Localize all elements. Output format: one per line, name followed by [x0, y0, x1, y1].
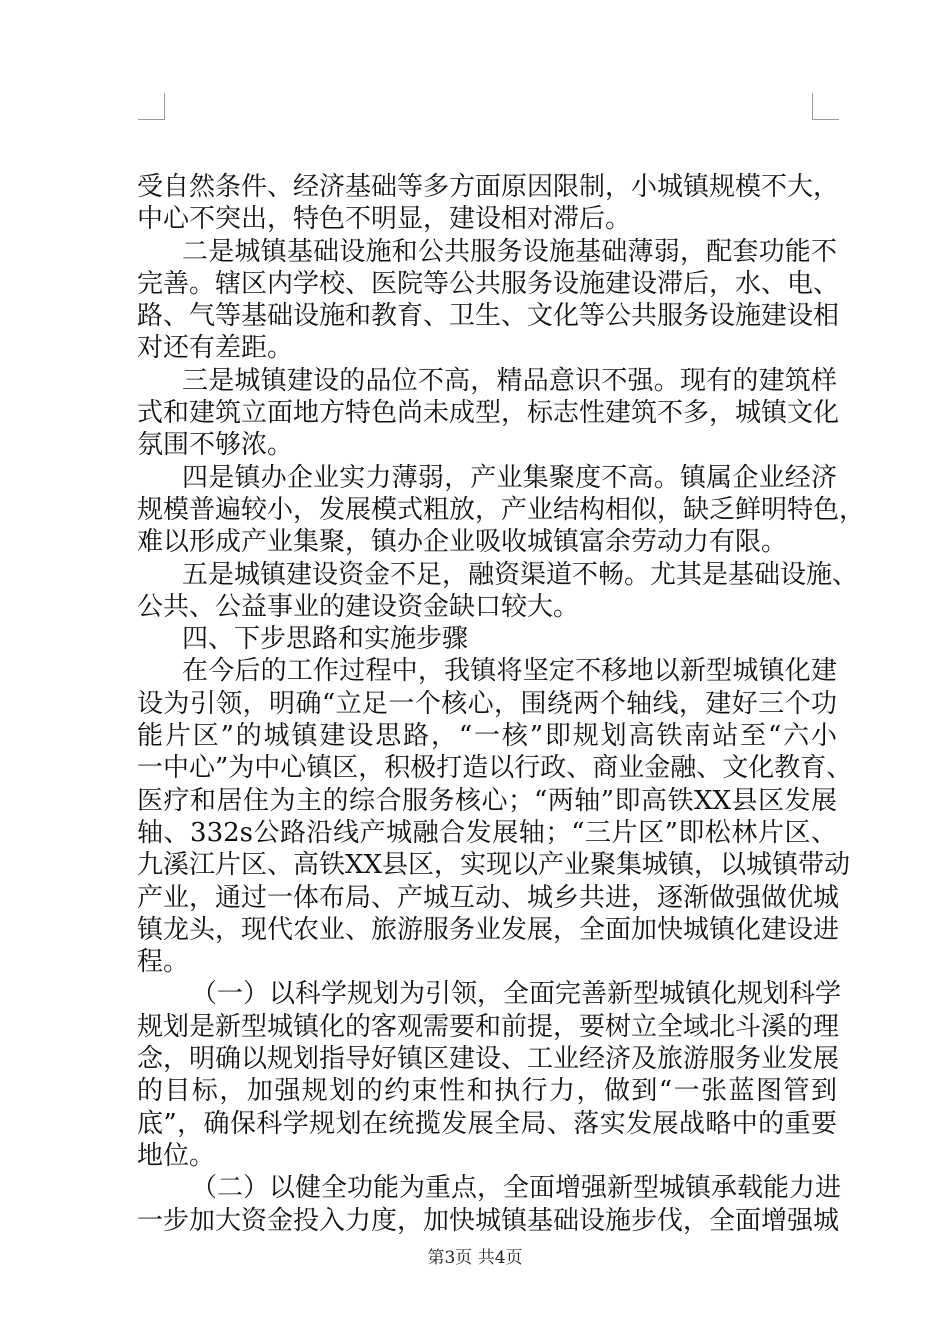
text-line: 受自然条件、经济基础等多方面原因限制，小城镇规模不大，: [137, 172, 840, 202]
text-line: 难以形成产业集聚，镇办企业吸收城镇富余劳动力有限。: [137, 527, 788, 558]
text-line: 九溪江片区、高铁XX县区，实现以产业聚集城镇，以城镇带动: [137, 850, 851, 881]
text-line: 式和建筑立面地方特色尚未成型，标志性建筑不多，城镇文化: [137, 398, 840, 429]
crop-mark-top-left: [138, 93, 165, 120]
text-line: （二）以健全功能为重点，全面增强新型城镇承载能力进: [191, 1173, 842, 1204]
text-line: 的目标，加强规划的约束性和执行力，做到“一张蓝图管到: [137, 1076, 837, 1107]
text-line: 一中心”为中心镇区，积极打造以行政、商业金融、文化教育、: [137, 753, 853, 784]
text-line: 氛围不够浓。: [137, 430, 294, 461]
text-line: （一）以科学规划为引领，全面完善新型城镇化规划科学: [191, 979, 842, 1010]
text-line: 在今后的工作过程中，我镇将坚定不移地以新型城镇化建: [182, 656, 837, 687]
document-body: [137, 171, 866, 1237]
text-line: 地位。: [137, 1140, 216, 1171]
text-line: 规划是新型城镇化的客观需要和前提，要树立全域北斗溪的理: [137, 1011, 840, 1042]
page-footer: 第3页 共4页: [427, 1248, 523, 1268]
text-line: 对还有差距。: [137, 333, 294, 364]
text-line: 底”，确保科学规划在统揽发展全局、落实发展战略中的重要: [137, 1108, 837, 1139]
text-line: 完善。辖区内学校、医院等公共服务设施建设滞后，水、电、: [137, 268, 840, 299]
text-line: 规模普遍较小，发展模式粗放，产业结构相似，缺乏鲜明特色，: [137, 494, 866, 525]
text-line: 二是城镇基础设施和公共服务设施基础薄弱，配套功能不: [182, 236, 837, 267]
text-line: 四是镇办企业实力薄弱，产业集聚度不高。镇属企业经济: [182, 462, 837, 493]
text-line: 程。: [137, 947, 190, 978]
text-line: 能片区”的城镇建设思路，“一核”即规划高铁南站至“六小: [137, 721, 837, 752]
text-line: 轴、332s公路沿线产城融合发展轴；“三片区”即松林片区、: [137, 817, 837, 848]
text-line: 路、气等基础设施和教育、卫生、文化等公共服务设施建设相: [137, 301, 840, 332]
text-line: 公共、公益事业的建设资金缺口较大。: [137, 591, 580, 622]
text-line: 医疗和居住为主的综合服务核心；“两轴”即高铁XX县区发展: [137, 785, 837, 816]
text-line: 五是城镇建设资金不足，融资渠道不畅。尤其是基础设施、: [182, 559, 859, 590]
text-line: 设为引领，明确“立足一个核心，围绕两个轴线，建好三个功: [137, 688, 837, 719]
text-line: 中心不突出，特色不明显，建设相对滞后。: [137, 204, 632, 235]
text-line: 三是城镇建设的品位不高，精品意识不强。现有的建筑样: [182, 365, 837, 396]
section-heading: 四、下步思路和实施步骤: [182, 624, 469, 655]
text-line: 念，明确以规划指导好镇区建设、工业经济及旅游服务业发展: [137, 1044, 840, 1075]
text-line: 产业，通过一体布局、产城互动、城乡共进，逐渐做强做优城: [137, 882, 840, 913]
text-line: 镇龙头，现代农业、旅游服务业发展，全面加快城镇化建设进: [137, 914, 840, 945]
text-line: 一步加大资金投入力度，加快城镇基础设施步伐，全面增强城: [137, 1205, 840, 1236]
crop-mark-top-right: [812, 93, 839, 120]
